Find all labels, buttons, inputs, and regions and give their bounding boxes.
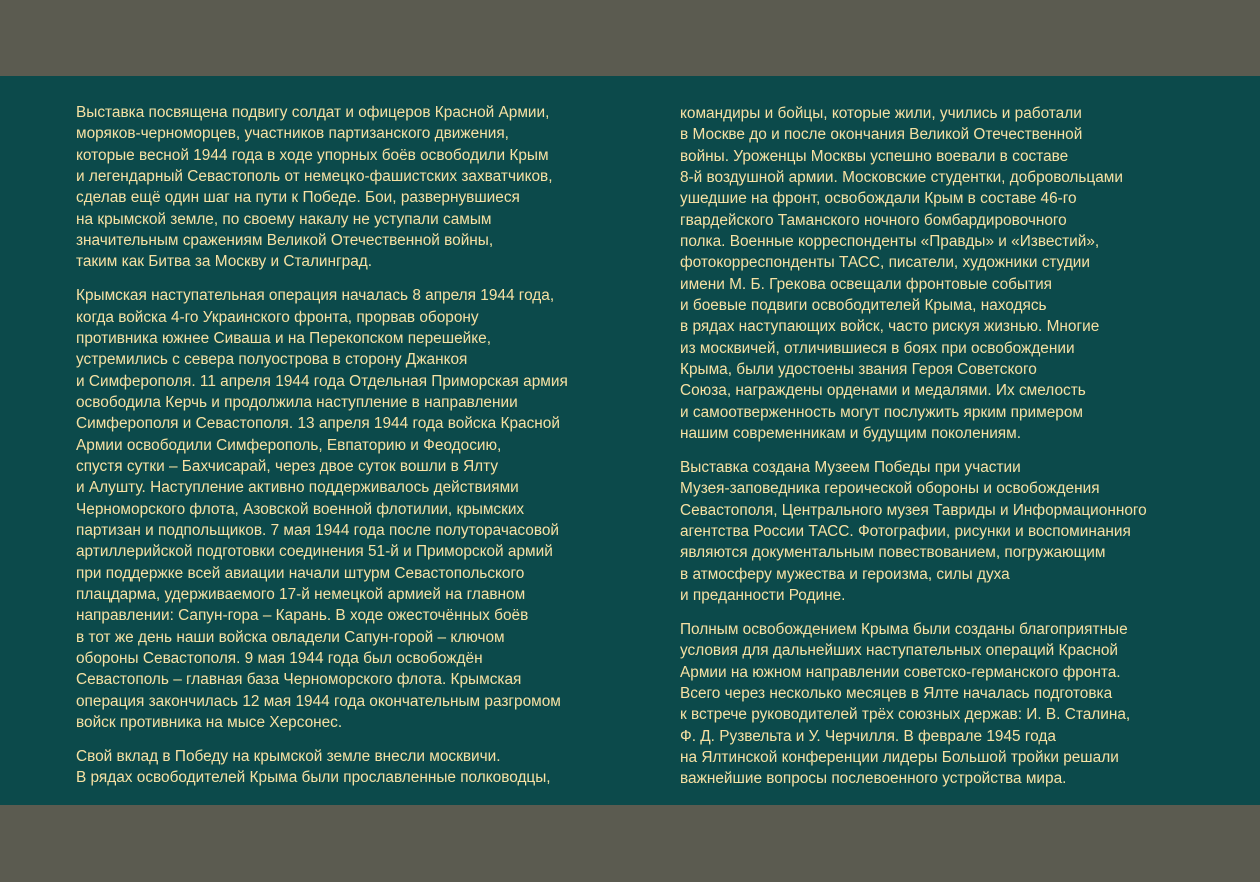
text-line: к встрече руководителей трёх союзных держав: И. В. Сталина, [680, 706, 1131, 724]
text-line: условия для дальнейших наступательных операций Красной [680, 642, 1118, 660]
paragraph [680, 619, 1205, 790]
text-line: командиры и бойцы, которые жили, учились и работали [680, 105, 1082, 122]
text-line: и самоотверженность могут послужить ярким примером [680, 403, 1083, 421]
text-line: в тот же день наши войска овладели Сапун-горой – ключом [76, 628, 505, 646]
text-line: и Алушту. Наступление активно поддерживалось действиями [76, 479, 519, 497]
text-line: моряков-черноморцев, участников партизанского движения, [76, 125, 509, 143]
text-line: Симферополя и Севастополя. 13 апреля 1944 года войска Красной [76, 415, 560, 433]
text-line: при поддержке всей авиации начали штурм Севастопольского [76, 564, 525, 582]
text-line: нашим современникам и будущим поколениям. [680, 425, 1021, 443]
text-line: значительным сражениям Великой Отечественной войны, [76, 232, 494, 250]
text-line: спустя сутки – Бахчисарай, через двое суток вошли в Ялту [76, 458, 499, 475]
text-line: обороны Севастополя. 9 мая 1944 года был освобождён [76, 650, 483, 668]
text-line: Свой вклад в Победу на крымской земле внесли москвичи. [76, 747, 501, 765]
paragraph [76, 746, 636, 789]
text-line: Черноморского флота, Азовской военной флотилии, крымских [76, 500, 525, 518]
text-line: Крымская наступательная операция началась 8 апреля 1944 года, [76, 287, 555, 305]
text-line: являются документальным повествованием, погружающим [680, 544, 1106, 562]
text-line: имени М. Б. Грекова освещали фронтовые события [680, 275, 1052, 293]
text-line: Полным освобождением Крыма были созданы благоприятные [680, 620, 1128, 638]
paragraph [76, 102, 636, 273]
text-line: гвардейского Таманского ночного бомбардировочного [680, 211, 1067, 229]
text-line: Всего через несколько месяцев в Ялте началась подготовка [680, 684, 1113, 702]
text-line: которые весной 1944 года в ходе упорных боёв освободили Крым [76, 146, 549, 164]
text-line: фотокорреспонденты ТАСС, писатели, художники студии [680, 254, 1090, 272]
text-line: полка. Военные корреспонденты «Правды» и «Известий», [680, 233, 1100, 251]
paragraph [680, 103, 1205, 445]
text-line: войск противника на мысе Херсонес. [76, 714, 343, 732]
text-line: важнейшие вопросы послевоенного устройства мира. [680, 770, 1067, 788]
text-line: Крыма, были удостоены звания Героя Советского [680, 361, 1037, 379]
text-line: Выставка создана Музеем Победы при участии [680, 459, 1021, 476]
text-line: Выставка посвящена подвигу солдат и офицеров Красной Армии, [76, 104, 550, 121]
text-line: Армии освободили Симферополь, Евпаторию и Феодосию, [76, 436, 502, 454]
text-line: Союза, награждены орденами и медалями. Их смелость [680, 382, 1086, 400]
right-text-column [680, 103, 1205, 802]
text-line: таким как Битва за Москву и Сталинград. [76, 253, 373, 271]
text-line: артиллерийской подготовки соединения 51-й и Приморской армий [76, 543, 553, 561]
text-line: освободила Керчь и продолжила наступление в направлении [76, 393, 518, 411]
paragraph [76, 285, 636, 733]
text-line: В рядах освободителей Крыма были прославленные полководцы, [76, 769, 551, 787]
text-line: плацдарма, удерживаемого 17-й немецкой армией на главном [76, 586, 526, 604]
text-line: партизан и подпольщиков. 7 мая 1944 года после полуторачасовой [76, 522, 560, 540]
text-line: операция закончилась 12 мая 1944 года окончательным разгромом [76, 692, 561, 710]
text-line: в атмосферу мужества и героизма, силы духа [680, 565, 1010, 583]
text-line: противника южнее Сиваша и на Перекопском перешейке, [76, 329, 491, 347]
text-line: Севастополь – главная база Черноморского флота. Крымская [76, 671, 522, 689]
text-line: устремились с севера полуострова в сторону Джанкоя [76, 351, 468, 369]
text-line: Ф. Д. Рузвельта и У. Черчилля. В феврале 1945 года [680, 727, 1056, 745]
text-line: 8-й воздушной армии. Московские студентки, добровольцами [680, 169, 1123, 187]
text-line: и легендарный Севастополь от немецко-фашистских захватчиков, [76, 168, 553, 186]
text-line: Севастополя, Центрального музея Тавриды и Информационного [680, 501, 1147, 519]
text-line: и боевые подвиги освободителей Крыма, находясь [680, 297, 1047, 315]
text-line: Музея-заповедника героической обороны и освобождения [680, 480, 1100, 498]
text-line: на крымской земле, по своему накалу не уступали самым [76, 210, 492, 228]
text-line: в рядах наступающих войск, часто рискуя жизнью. Многие [680, 318, 1100, 336]
text-line: в Москве до и после окончания Великой Отечественной [680, 126, 1083, 144]
text-line: и преданности Родине. [680, 587, 846, 605]
text-line: и Симферополя. 11 апреля 1944 года Отдельная Приморская армия [76, 372, 568, 390]
left-text-column [76, 102, 636, 801]
text-line: сделав ещё один шаг на пути к Победе. Бои, развернувшиеся [76, 189, 520, 207]
text-line: войны. Уроженцы Москвы успешно воевали в составе [680, 147, 1069, 165]
text-line: направлении: Сапун-гора – Карань. В ходе ожесточённых боёв [76, 607, 529, 625]
text-line: Армии на южном направлении советско-германского фронта. [680, 663, 1121, 681]
text-line: из москвичей, отличившиеся в боях при освобождении [680, 339, 1075, 357]
text-line: когда войска 4-го Украинского фронта, прорвав оборону [76, 308, 479, 326]
text-line: ушедшие на фронт, освобождали Крым в составе 46-го [680, 190, 1077, 208]
text-line: агентства России ТАСС. Фотографии, рисунки и воспоминания [680, 523, 1131, 541]
paragraph [680, 457, 1205, 606]
text-line: на Ялтинской конференции лидеры Большой тройки решали [680, 748, 1119, 766]
